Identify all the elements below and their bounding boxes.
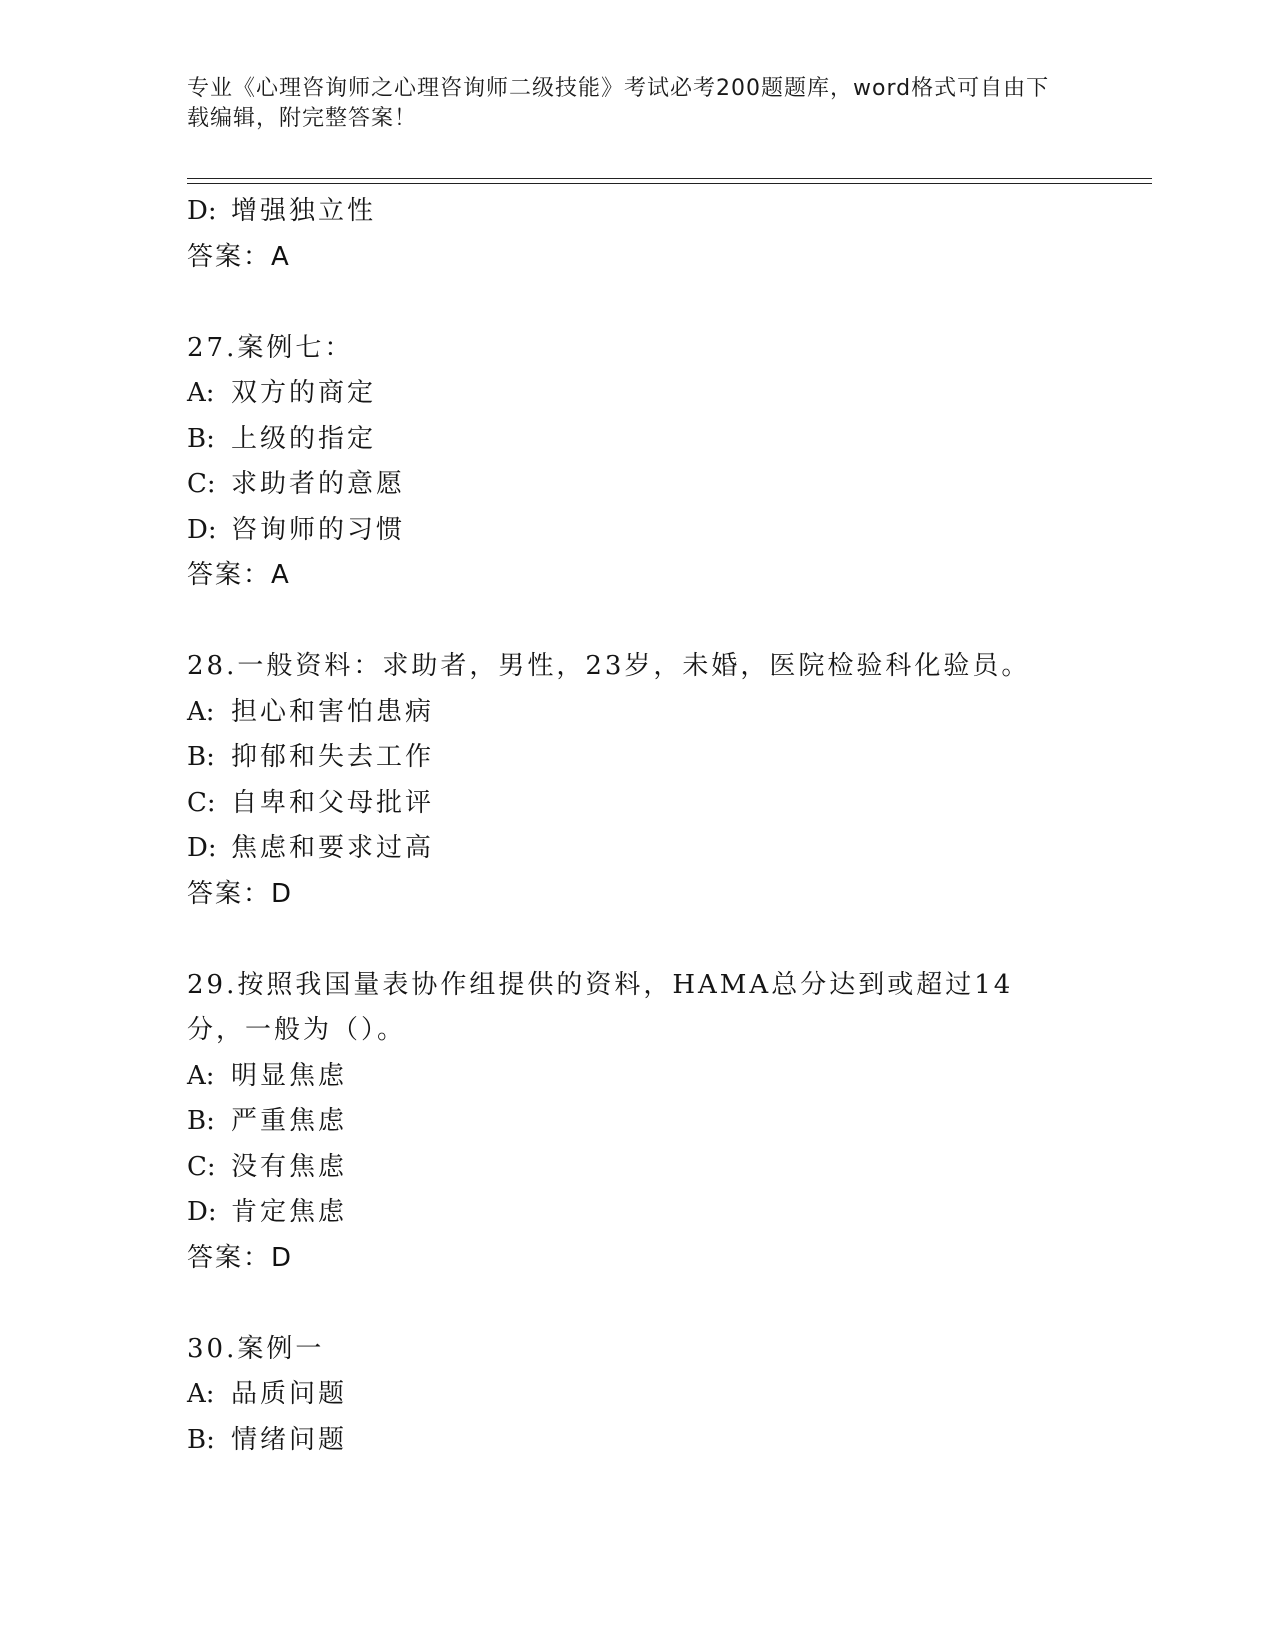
option-line (187, 1099, 1087, 1145)
spacer (187, 917, 1087, 963)
option-label: A: (187, 696, 215, 727)
option-line (187, 1145, 1087, 1191)
option-line (187, 781, 1087, 827)
option-label: D: (187, 514, 217, 545)
option-line (187, 189, 1087, 235)
answer-line: 答案：A (187, 241, 291, 272)
option-text: 没有焦虑 (231, 1151, 348, 1182)
option-text: 抑郁和失去工作 (231, 742, 435, 772)
option-label: B: (187, 1106, 215, 1136)
option-line (187, 508, 1087, 554)
option-text: 自卑和父母批评 (231, 787, 435, 818)
answer-line: 答案：D (187, 878, 294, 909)
option-label: C: (187, 1151, 216, 1182)
option-line (187, 1372, 1087, 1418)
page-header: 专业《心理咨询师之心理咨询师二级技能》考试必考200题题库，word格式可自由下载编辑，附完整答案！ (187, 76, 1050, 131)
spacer (187, 599, 1087, 645)
option-text: 求助者的意愿 (231, 469, 406, 499)
answer-line: 答案：A (187, 560, 291, 590)
option-text: 情绪问题 (231, 1424, 348, 1455)
option-label: D: (187, 833, 217, 863)
option-line (187, 1190, 1087, 1236)
option-text: 焦虑和要求过高 (231, 833, 435, 863)
question-text: 27.案例七： (187, 332, 354, 363)
option-line (187, 371, 1087, 417)
header-rule-bottom (187, 183, 1152, 184)
option-text: 增强独立性 (231, 196, 377, 226)
option-text: 肯定焦虑 (231, 1197, 348, 1227)
question-list (187, 189, 1087, 1463)
option-label: A: (187, 378, 215, 408)
option-text: 明显焦虑 (231, 1060, 348, 1091)
option-label: B: (187, 1424, 215, 1455)
option-line (187, 826, 1087, 872)
option-line (187, 417, 1087, 463)
option-text: 双方的商定 (231, 378, 377, 408)
answer-line: 答案：D (187, 1242, 294, 1273)
option-line (187, 462, 1087, 508)
header-rule-top (187, 178, 1152, 179)
option-label: A: (187, 1379, 215, 1409)
option-label: D: (187, 196, 217, 226)
option-label: C: (187, 787, 216, 818)
spacer (187, 1281, 1087, 1327)
option-text: 担心和害怕患病 (231, 696, 435, 727)
option-label: D: (187, 1197, 217, 1227)
option-text: 上级的指定 (231, 423, 377, 454)
question-text: 29.按照我国量表协作组提供的资料，HAMA总分达到或超过14分，一般为（）。 (187, 969, 1014, 1045)
question-text: 30.案例一 (187, 1333, 325, 1364)
option-line (187, 690, 1087, 736)
option-text: 品质问题 (231, 1379, 348, 1409)
option-line (187, 735, 1087, 781)
option-label: B: (187, 742, 215, 772)
spacer (187, 280, 1087, 326)
option-line (187, 1418, 1087, 1464)
option-label: A: (187, 1060, 215, 1091)
option-text: 咨询师的习惯 (231, 514, 406, 545)
option-label: C: (187, 469, 216, 499)
option-text: 严重焦虑 (231, 1106, 348, 1136)
option-label: B: (187, 423, 215, 454)
question-text: 28.一般资料：求助者，男性，23岁，未婚，医院检验科化验员。 (187, 651, 1031, 681)
option-line (187, 1054, 1087, 1100)
